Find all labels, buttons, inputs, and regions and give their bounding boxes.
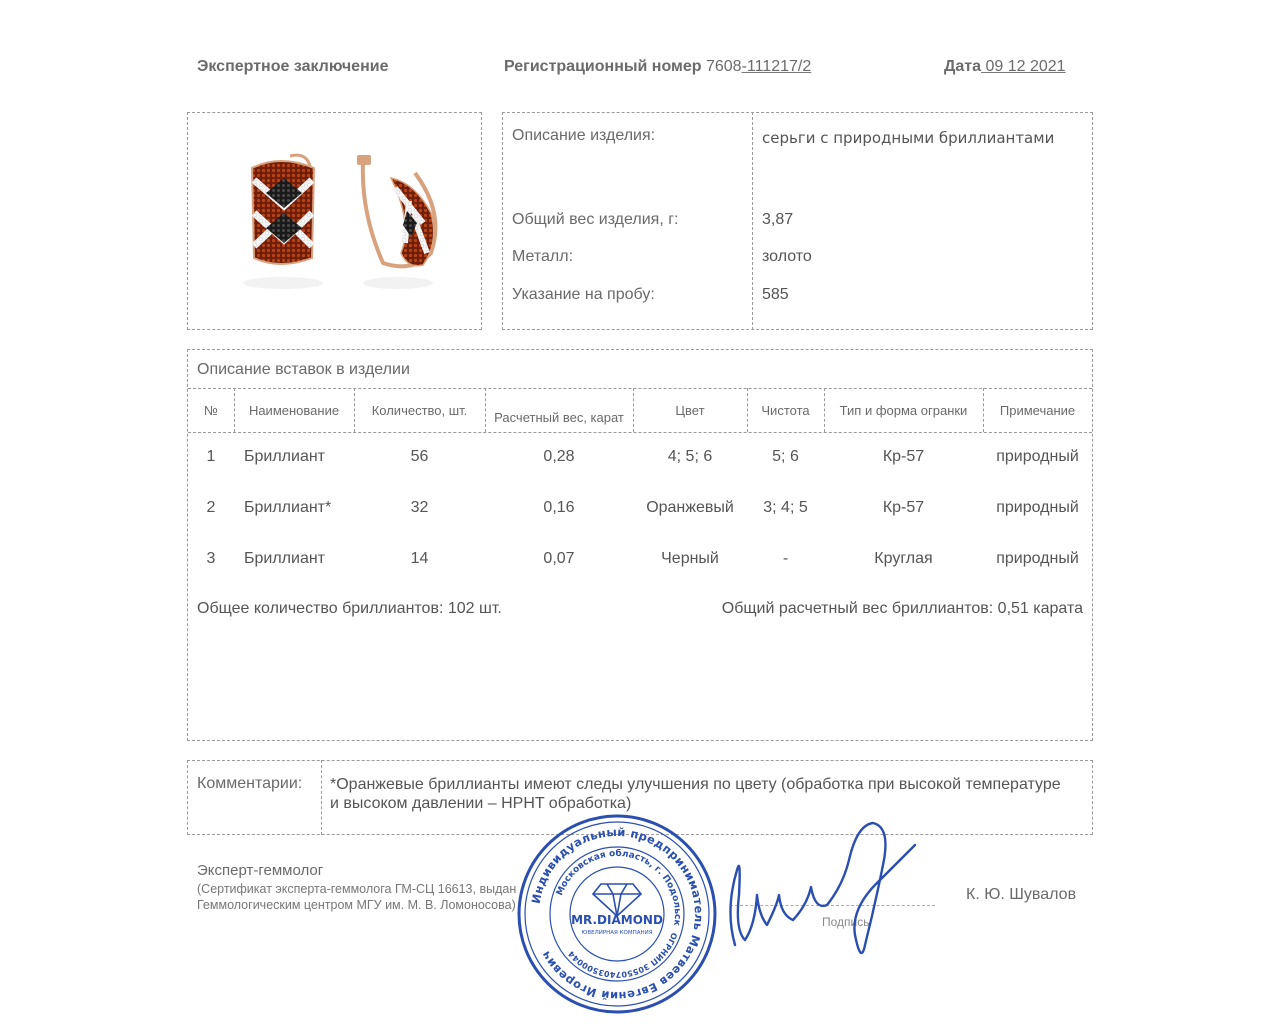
- header-number: №: [204, 402, 218, 418]
- cell-weight: 0,07: [543, 550, 575, 567]
- expert-certificate: (Сертификат эксперта-геммолога ГМ-СЦ 16613, выдан Геммологическим центром МГУ им. М. В. Ломоносова): [197, 882, 517, 912]
- cell-weight: 0,28: [543, 448, 575, 465]
- stamp-subtitle: ЮВЕЛИРНАЯ КОМПАНИЯ: [581, 930, 653, 936]
- cell-number: 3: [206, 550, 216, 567]
- company-stamp: [515, 812, 719, 1016]
- earrings-image: [188, 113, 481, 329]
- diamond-logo-icon: [593, 884, 641, 916]
- stamp-ogrnip-text: ОГРНИП 305507403500044: [566, 931, 679, 980]
- signature-scribble: [715, 815, 925, 965]
- description-value: серьги с природными бриллиантами: [762, 129, 1055, 147]
- total-count: Общее количество бриллиантов: 102 шт.: [197, 600, 502, 617]
- cell-clarity: 3; 4; 5: [763, 499, 808, 516]
- inserts-title: Описание вставок в изделии: [197, 361, 410, 378]
- registration-value: -111217/2: [741, 58, 812, 75]
- expert-title: Эксперт-геммолог: [197, 862, 324, 879]
- cell-note: природный: [996, 448, 1079, 465]
- cell-name: Бриллиант: [244, 550, 326, 567]
- comments-text: *Оранжевые бриллианты имеют следы улучшения по цвету (обработка при высокой температуре и высоком давлении – HPHT обработка): [330, 776, 1061, 812]
- cell-note: природный: [996, 550, 1079, 567]
- signer-name: К. Ю. Шувалов: [966, 886, 1077, 903]
- header-color: Цвет: [675, 402, 705, 418]
- cell-color: Оранжевый: [646, 499, 734, 516]
- document-title: Экспертное заключение: [197, 58, 389, 75]
- description-label: Описание изделия:: [512, 127, 656, 144]
- cell-name: Бриллиант*: [244, 499, 332, 516]
- date-label: Дата: [944, 58, 982, 75]
- header-name: Наименование: [248, 402, 340, 418]
- stamp-ring-text: Индивидуальный предприниматель Матвеев Евгений Игоревич: [528, 824, 707, 1004]
- probe-value: 585: [762, 286, 789, 303]
- cell-number: 2: [206, 499, 216, 516]
- header-quantity: Количество, шт.: [371, 402, 468, 418]
- cell-color: Черный: [661, 550, 719, 567]
- cell-color: 4; 5; 6: [667, 448, 713, 465]
- product-photo-box: [187, 112, 482, 330]
- cell-cut: Кр-57: [882, 448, 925, 465]
- header-clarity: Чистота: [761, 402, 810, 418]
- header-weight: Расчетный вес, карат: [494, 409, 624, 425]
- cell-name: Бриллиант: [244, 448, 326, 465]
- cell-clarity: -: [782, 550, 789, 567]
- cell-cut: Кр-57: [882, 499, 925, 516]
- probe-label: Указание на пробу:: [512, 286, 655, 303]
- stamp-region-text: Московская область, г. Подольск: [555, 848, 683, 927]
- cell-weight: 0,16: [543, 499, 575, 516]
- total-weight: Общий расчетный вес бриллиантов: 0,51 карата: [721, 600, 1083, 617]
- metal-value: золото: [762, 248, 812, 265]
- cell-note: природный: [996, 499, 1079, 516]
- left-earring: [252, 155, 314, 264]
- signature-label: Подпись: [822, 915, 870, 929]
- weight-label: Общий вес изделия, г:: [512, 211, 679, 228]
- date-value: 09 12 2021: [981, 58, 1066, 75]
- metal-label: Металл:: [512, 248, 574, 265]
- comments-label: Комментарии:: [197, 775, 303, 792]
- registration-number: [504, 58, 811, 76]
- cell-number: 1: [206, 448, 216, 465]
- header-note: Примечание: [999, 402, 1076, 418]
- stamp-brand: MR.DIAMOND: [571, 913, 663, 927]
- cell-quantity: 14: [410, 550, 429, 567]
- weight-value: 3,87: [762, 211, 794, 228]
- right-earring: [357, 155, 435, 266]
- cell-cut: Круглая: [874, 550, 933, 567]
- document-date: [944, 58, 1066, 76]
- cell-clarity: 5; 6: [772, 448, 799, 465]
- cell-quantity: 32: [410, 499, 429, 516]
- header-cut: Тип и форма огранки: [839, 402, 968, 418]
- registration-prefix: 7608: [705, 58, 742, 75]
- registration-label: Регистрационный номер: [504, 58, 702, 75]
- cell-quantity: 56: [410, 448, 429, 465]
